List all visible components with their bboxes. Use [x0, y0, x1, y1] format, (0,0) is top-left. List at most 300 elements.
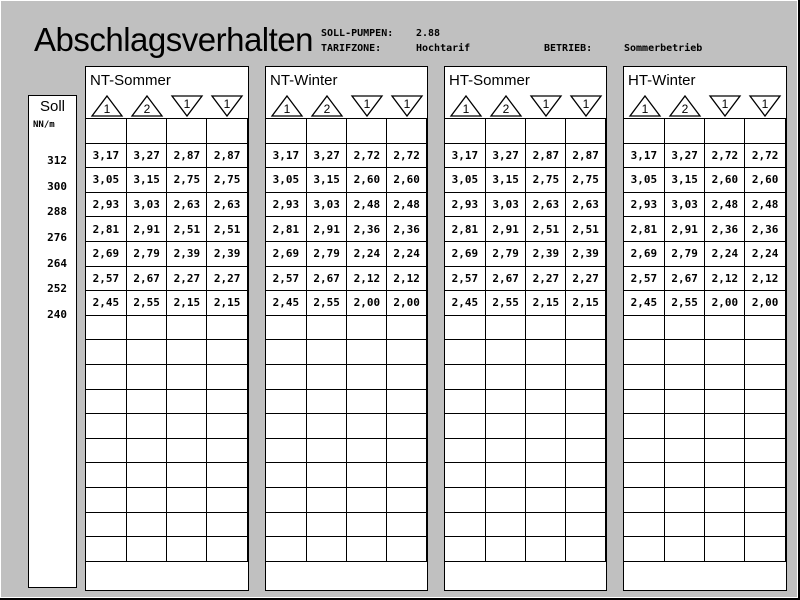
value-cell: 3,17: [266, 143, 307, 168]
value-cell: 2,81: [266, 217, 307, 242]
value-cell: [566, 487, 606, 512]
value-cell: [485, 364, 526, 389]
table-row: [86, 487, 248, 512]
table-row: [266, 217, 427, 242]
value-cell: [445, 364, 486, 389]
value-cell: [207, 389, 248, 414]
table-row: [445, 463, 606, 488]
value-cell: [207, 119, 248, 144]
value-cell: [347, 340, 387, 365]
panel-nt-sommer: [85, 66, 249, 591]
value-cell: 2,15: [566, 291, 606, 316]
value-cell: [266, 438, 307, 463]
table-row: [86, 192, 248, 217]
value-cell: 2,79: [664, 241, 705, 266]
value-cell: 2,60: [387, 168, 427, 193]
value-cell: 2,15: [207, 291, 248, 316]
value-cell: [266, 315, 307, 340]
value-cell: 2,12: [347, 266, 387, 291]
table-row: [624, 414, 786, 439]
table-row: [445, 291, 606, 316]
value-cell: [705, 414, 745, 439]
table-row: [266, 487, 427, 512]
value-cell: 3,17: [624, 143, 665, 168]
value-cell: 3,03: [485, 192, 526, 217]
value-grid: [85, 118, 248, 562]
table-row: [624, 192, 786, 217]
soll-pumpen-value: 2.88: [416, 28, 441, 39]
value-cell: [86, 537, 127, 562]
value-cell: 3,27: [126, 143, 167, 168]
pump-number: 2: [323, 102, 331, 116]
value-cell: [126, 463, 167, 488]
table-row: [86, 119, 248, 144]
value-cell: [566, 340, 606, 365]
value-cell: [207, 463, 248, 488]
value-cell: 2,24: [347, 241, 387, 266]
value-cell: 3,17: [445, 143, 486, 168]
pump-off-triangle-icon: [390, 94, 424, 118]
value-cell: 3,05: [266, 168, 307, 193]
table-row: [445, 241, 606, 266]
value-cell: [566, 315, 606, 340]
panel-title: NT-Winter: [270, 72, 338, 89]
soll-level: 240: [47, 308, 67, 321]
value-cell: [526, 537, 566, 562]
value-cell: [624, 512, 665, 537]
value-cell: [86, 389, 127, 414]
value-cell: 3,15: [126, 168, 167, 193]
value-cell: 2,39: [526, 241, 566, 266]
table-row: [445, 512, 606, 537]
value-cell: [266, 487, 307, 512]
table-row: [445, 315, 606, 340]
table-row: [445, 389, 606, 414]
value-cell: [266, 119, 307, 144]
value-cell: [306, 487, 347, 512]
value-cell: [664, 119, 705, 144]
value-cell: 2,39: [167, 241, 207, 266]
value-cell: [526, 512, 566, 537]
value-cell: 2,75: [566, 168, 606, 193]
value-cell: [126, 414, 167, 439]
value-cell: [167, 364, 207, 389]
value-cell: 2,55: [485, 291, 526, 316]
value-cell: 2,27: [207, 266, 248, 291]
value-cell: 2,63: [566, 192, 606, 217]
value-cell: [624, 119, 665, 144]
value-cell: [745, 364, 786, 389]
pump-off-triangle-icon: [708, 94, 742, 118]
table-row: [266, 168, 427, 193]
betrieb-label: BETRIEB:: [544, 43, 593, 54]
table-row: [624, 537, 786, 562]
value-cell: 3,05: [86, 168, 127, 193]
value-cell: 2,45: [445, 291, 486, 316]
value-cell: [347, 119, 387, 144]
value-cell: [566, 438, 606, 463]
value-cell: [86, 487, 127, 512]
table-row: [445, 143, 606, 168]
value-cell: [485, 438, 526, 463]
pump-on-triangle-icon: [668, 94, 702, 118]
value-cell: [266, 512, 307, 537]
value-cell: [126, 389, 167, 414]
value-cell: 2,48: [347, 192, 387, 217]
value-cell: 2,51: [566, 217, 606, 242]
pump-number: 1: [761, 97, 769, 111]
value-cell: [624, 340, 665, 365]
value-cell: [207, 438, 248, 463]
pump-number: 1: [462, 102, 470, 116]
value-cell: 2,12: [745, 266, 786, 291]
soll-level: 264: [47, 257, 67, 270]
value-cell: [445, 389, 486, 414]
value-cell: 2,67: [485, 266, 526, 291]
value-cell: 2,51: [207, 217, 248, 242]
value-cell: 2,72: [387, 143, 427, 168]
value-cell: [266, 340, 307, 365]
value-cell: 2,87: [526, 143, 566, 168]
value-cell: 2,60: [347, 168, 387, 193]
table-row: [86, 438, 248, 463]
pump-number: 1: [582, 97, 590, 111]
pump-on-triangle-icon: [628, 94, 662, 118]
value-cell: [126, 438, 167, 463]
value-cell: 3,03: [664, 192, 705, 217]
pump-off-triangle-icon: [170, 94, 204, 118]
table-row: [86, 463, 248, 488]
value-cell: [705, 512, 745, 537]
value-cell: 2,45: [86, 291, 127, 316]
value-cell: [705, 340, 745, 365]
value-cell: [306, 512, 347, 537]
table-row: [266, 192, 427, 217]
value-cell: [526, 438, 566, 463]
value-cell: 2,60: [745, 168, 786, 193]
value-cell: 2,75: [526, 168, 566, 193]
value-cell: 2,12: [705, 266, 745, 291]
table-row: [266, 438, 427, 463]
table-row: [624, 487, 786, 512]
value-cell: [266, 463, 307, 488]
table-row: [266, 389, 427, 414]
value-cell: 2,57: [266, 266, 307, 291]
value-cell: [387, 487, 427, 512]
table-row: [624, 266, 786, 291]
value-cell: [566, 512, 606, 537]
pump-number: 1: [403, 97, 411, 111]
value-cell: [86, 340, 127, 365]
value-cell: [266, 414, 307, 439]
value-cell: [266, 364, 307, 389]
value-cell: [664, 414, 705, 439]
panel-title: NT-Sommer: [90, 72, 171, 89]
value-cell: [445, 512, 486, 537]
value-cell: [347, 487, 387, 512]
value-cell: [705, 487, 745, 512]
value-cell: [207, 537, 248, 562]
pump-number: 1: [103, 102, 111, 116]
value-cell: 2,48: [745, 192, 786, 217]
value-cell: [306, 438, 347, 463]
table-row: [624, 119, 786, 144]
panel-ht-winter: [623, 66, 787, 591]
value-cell: 2,55: [306, 291, 347, 316]
soll-level: 276: [47, 231, 67, 244]
value-cell: 3,17: [86, 143, 127, 168]
value-cell: [485, 414, 526, 439]
value-cell: [745, 340, 786, 365]
table-row: [86, 512, 248, 537]
value-cell: 2,69: [86, 241, 127, 266]
value-cell: 2,63: [526, 192, 566, 217]
value-cell: 3,27: [485, 143, 526, 168]
value-cell: [167, 537, 207, 562]
value-cell: [387, 340, 427, 365]
table-row: [86, 315, 248, 340]
value-cell: [387, 512, 427, 537]
value-cell: 2,00: [347, 291, 387, 316]
value-cell: 2,93: [86, 192, 127, 217]
value-cell: 3,15: [306, 168, 347, 193]
soll-level: 288: [47, 205, 67, 218]
value-cell: [126, 119, 167, 144]
value-cell: 2,91: [485, 217, 526, 242]
value-cell: [624, 438, 665, 463]
table-row: [266, 241, 427, 266]
value-cell: 2,69: [266, 241, 307, 266]
table-row: [86, 168, 248, 193]
table-row: [86, 217, 248, 242]
value-cell: [445, 119, 486, 144]
pump-number: 1: [542, 97, 550, 111]
value-cell: [705, 119, 745, 144]
table-row: [86, 389, 248, 414]
value-cell: [306, 364, 347, 389]
value-cell: 2,27: [167, 266, 207, 291]
pump-number: 1: [363, 97, 371, 111]
pump-on-triangle-icon: [270, 94, 304, 118]
table-row: [266, 143, 427, 168]
pump-number: 2: [143, 102, 151, 116]
pump-off-triangle-icon: [350, 94, 384, 118]
value-cell: [745, 537, 786, 562]
value-cell: [566, 389, 606, 414]
table-row: [266, 291, 427, 316]
table-row: [266, 315, 427, 340]
value-cell: [624, 389, 665, 414]
value-cell: 2,91: [306, 217, 347, 242]
panel-ht-sommer: [444, 66, 607, 591]
value-cell: [745, 487, 786, 512]
value-table: [85, 118, 248, 562]
value-cell: [624, 364, 665, 389]
tarifzone-label: TARIFZONE:: [321, 43, 382, 54]
value-cell: [207, 364, 248, 389]
table-row: [86, 414, 248, 439]
value-cell: [306, 315, 347, 340]
value-cell: [167, 463, 207, 488]
value-cell: 2,36: [347, 217, 387, 242]
value-cell: [705, 389, 745, 414]
value-cell: [86, 364, 127, 389]
table-row: [266, 266, 427, 291]
pump-off-triangle-icon: [748, 94, 782, 118]
value-cell: 2,24: [387, 241, 427, 266]
value-cell: [207, 340, 248, 365]
value-cell: [445, 438, 486, 463]
tarifzone-value: Hochtarif: [416, 43, 471, 54]
value-cell: 2,36: [387, 217, 427, 242]
value-cell: 2,57: [445, 266, 486, 291]
table-row: [624, 364, 786, 389]
value-cell: [526, 463, 566, 488]
value-cell: [526, 340, 566, 365]
value-cell: [445, 487, 486, 512]
value-cell: [86, 512, 127, 537]
table-row: [445, 217, 606, 242]
value-cell: 2,51: [526, 217, 566, 242]
value-cell: 2,39: [566, 241, 606, 266]
value-cell: [526, 389, 566, 414]
table-row: [624, 217, 786, 242]
value-cell: [566, 119, 606, 144]
value-cell: [566, 537, 606, 562]
value-cell: [485, 537, 526, 562]
value-cell: 2,91: [664, 217, 705, 242]
table-row: [266, 364, 427, 389]
value-cell: 2,79: [306, 241, 347, 266]
value-cell: [624, 537, 665, 562]
table-row: [624, 340, 786, 365]
value-cell: [445, 414, 486, 439]
table-row: [86, 537, 248, 562]
table-row: [266, 512, 427, 537]
value-cell: 3,05: [445, 168, 486, 193]
value-cell: [167, 119, 207, 144]
pump-number: 1: [641, 102, 649, 116]
value-cell: [266, 389, 307, 414]
value-cell: 2,72: [705, 143, 745, 168]
value-cell: [745, 119, 786, 144]
panel-title: HT-Sommer: [449, 72, 530, 89]
value-cell: [387, 463, 427, 488]
table-row: [266, 340, 427, 365]
value-cell: 2,72: [745, 143, 786, 168]
value-cell: [306, 389, 347, 414]
soll-unit: NN/m: [33, 120, 55, 130]
value-cell: [387, 438, 427, 463]
value-cell: [526, 414, 566, 439]
value-cell: [445, 537, 486, 562]
value-cell: 2,63: [207, 192, 248, 217]
table-row: [445, 168, 606, 193]
table-row: [86, 364, 248, 389]
soll-header: Soll: [39, 98, 65, 115]
value-cell: [485, 340, 526, 365]
pump-on-triangle-icon: [90, 94, 124, 118]
value-cell: [347, 512, 387, 537]
value-cell: [566, 414, 606, 439]
value-cell: [664, 487, 705, 512]
value-cell: 2,15: [526, 291, 566, 316]
value-cell: [347, 389, 387, 414]
pump-number: 1: [721, 97, 729, 111]
table-row: [624, 438, 786, 463]
table-row: [266, 414, 427, 439]
value-cell: 3,15: [485, 168, 526, 193]
value-cell: 2,91: [126, 217, 167, 242]
pump-number: 1: [183, 97, 191, 111]
table-row: [624, 389, 786, 414]
pump-on-triangle-icon: [449, 94, 483, 118]
value-cell: [347, 438, 387, 463]
table-row: [624, 291, 786, 316]
value-cell: [167, 487, 207, 512]
table-row: [86, 340, 248, 365]
value-cell: [347, 414, 387, 439]
value-cell: [485, 512, 526, 537]
table-row: [445, 438, 606, 463]
value-cell: [387, 119, 427, 144]
value-cell: [705, 463, 745, 488]
value-cell: [624, 315, 665, 340]
value-cell: [445, 315, 486, 340]
value-cell: 2,93: [266, 192, 307, 217]
value-cell: 2,93: [624, 192, 665, 217]
value-cell: 3,03: [306, 192, 347, 217]
pump-on-triangle-icon: [310, 94, 344, 118]
value-cell: [167, 315, 207, 340]
value-cell: 2,36: [705, 217, 745, 242]
table-row: [445, 192, 606, 217]
pump-number: 1: [283, 102, 291, 116]
value-cell: [705, 315, 745, 340]
value-cell: 2,45: [624, 291, 665, 316]
table-row: [445, 487, 606, 512]
value-cell: [86, 414, 127, 439]
value-cell: [526, 315, 566, 340]
value-cell: [526, 119, 566, 144]
soll-column: [28, 95, 77, 588]
value-cell: [207, 512, 248, 537]
page-title: Abschlagsverhalten: [34, 21, 314, 58]
value-cell: 2,55: [126, 291, 167, 316]
value-cell: 2,45: [266, 291, 307, 316]
value-cell: 2,75: [167, 168, 207, 193]
value-cell: 2,24: [745, 241, 786, 266]
value-cell: 2,81: [86, 217, 127, 242]
value-cell: [266, 537, 307, 562]
value-cell: 2,87: [207, 143, 248, 168]
value-cell: 2,87: [566, 143, 606, 168]
value-cell: [207, 487, 248, 512]
pump-off-triangle-icon: [529, 94, 563, 118]
value-cell: 2,63: [167, 192, 207, 217]
table-row: [624, 241, 786, 266]
value-cell: [705, 537, 745, 562]
table-row: [624, 315, 786, 340]
value-cell: 2,57: [624, 266, 665, 291]
value-cell: 3,05: [624, 168, 665, 193]
value-cell: [86, 119, 127, 144]
table-row: [266, 119, 427, 144]
value-cell: 2,81: [624, 217, 665, 242]
value-cell: [526, 364, 566, 389]
value-grid: [265, 118, 427, 562]
value-table: [265, 118, 427, 562]
